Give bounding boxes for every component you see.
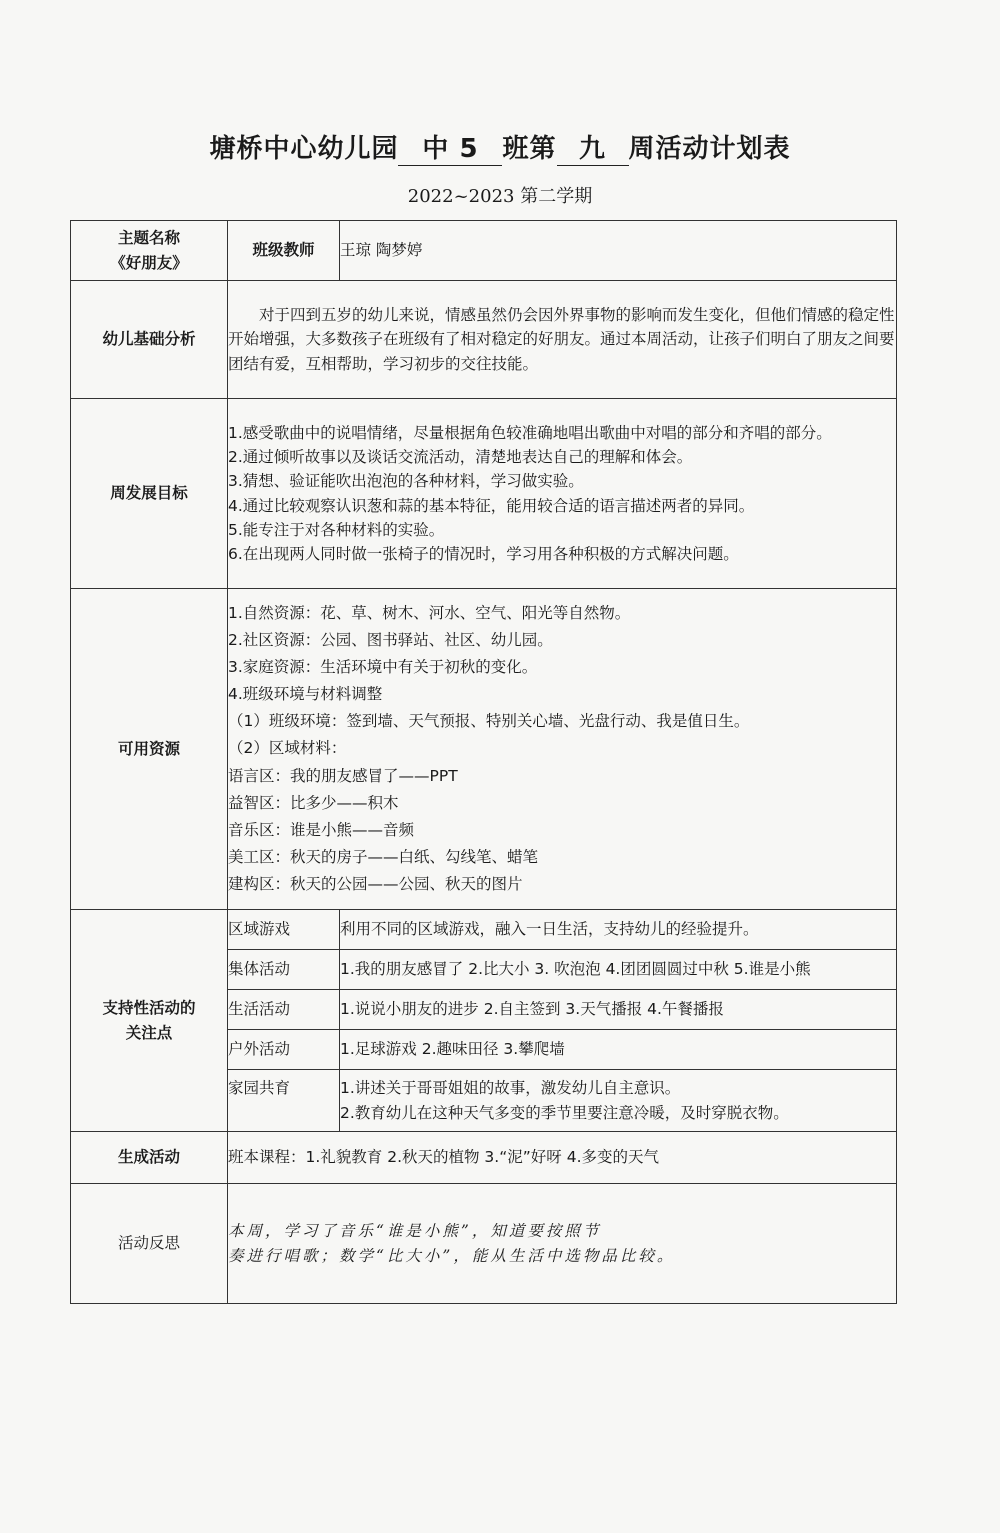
semester-subtitle: 2022~2023 第二学期 [407,186,593,207]
reflection-line: 奏进行唱歌；数学“比大小”，能从生活中选物品比较。 [228,1246,676,1265]
support-row-name: 户外活动 [228,1030,340,1070]
support-label-cell [71,910,228,1132]
resource-item: 3.家庭资源：生活环境中有关于初秋的变化。 [228,658,538,677]
goal-item: 3.猜想、验证能吹出泡泡的各种材料，学习做实验。 [228,472,584,491]
reflection-label: 活动反思 [71,1184,228,1304]
title-prefix: 塘桥中心幼儿园 [209,134,399,164]
goal-item: 1.感受歌曲中的说唱情绪，尽量根据角色较准确地唱出歌曲中对唱的部分和齐唱的部分。 [228,424,832,443]
resource-item: 音乐区：谁是小熊——音频 [228,820,415,839]
support-row-name: 集体活动 [228,950,340,990]
class-name-field: 中 5 [398,128,502,166]
support-row-name: 区域游戏 [228,910,340,950]
analysis-label: 幼儿基础分析 [71,281,228,399]
title-mid: 班第 [502,134,557,164]
analysis-row [71,281,897,399]
resource-item: （1）班级环境：签到墙、天气预报、特别关心墙、光盘行动、我是值日生。 [228,712,750,731]
resources-row [71,589,897,910]
resource-item: 语言区：我的朋友感冒了——PPT [228,766,458,785]
week-field: 九 [557,128,629,166]
analysis-text: 对于四到五岁的幼儿来说，情感虽然仍会因外界事物的影响而发生变化，但他们情感的稳定性开始增强，大多数孩子在班级有了相对稳定的好朋友。通过本周活动，让孩子们明白了朋友之间要团结有爱，互相帮助，学习初步的交往技能。 [228,281,897,399]
support-row-area-games [71,910,897,950]
resource-item: 建构区：秋天的公园——公园、秋天的图片 [228,875,523,894]
page-title [80,128,920,166]
resource-item: 美工区：秋天的房子——白纸、勾线笔、蜡笔 [228,847,539,866]
generated-label: 生成活动 [71,1132,228,1184]
theme-name: 《好朋友》 [110,253,188,272]
resource-item: 4.班级环境与材料调整 [228,685,383,704]
resource-item: （2）区域材料： [228,739,347,758]
resource-item: 2.社区资源：公园、图书驿站、社区、幼儿园。 [228,630,553,649]
goal-item: 2.通过倾听故事以及谈话交流活动，清楚地表达自己的理解和体会。 [228,448,693,467]
goal-item: 6.在出现两人同时做一张椅子的情况时，学习用各种积极的方式解决问题。 [228,544,739,563]
resources-list [228,589,897,910]
home-line: 2.教育幼儿在这种天气多变的季节里要注意冷暖，及时穿脱衣物。 [340,1103,789,1122]
support-row-content: 利用不同的区域游戏，融入一日生活，支持幼儿的经验提升。 [340,910,897,950]
reflection-handwriting [228,1184,897,1304]
support-label: 支持性活动的 [102,999,196,1018]
support-row-content: 1.说说小朋友的进步 2.自主签到 3.天气播报 4.午餐播报 [340,990,897,1030]
support-row-name: 生活活动 [228,990,340,1030]
goal-item: 4.通过比较观察认识葱和蒜的基本特征，能用较合适的语言描述两者的异同。 [228,496,755,515]
resources-label: 可用资源 [71,589,228,910]
title-suffix: 周活动计划表 [628,134,791,164]
support-row-content: 1.足球游戏 2.趣味田径 3.攀爬墙 [340,1030,897,1070]
support-row-content [340,1070,897,1132]
theme-label: 主题名称 [117,229,180,248]
theme-row [71,221,897,281]
goals-list [228,399,897,589]
home-line: 1.讲述关于哥哥姐姐的故事，激发幼儿自主意识。 [340,1079,681,1098]
support-label-sub: 关注点 [125,1023,173,1042]
goal-item: 5.能专注于对各种材料的实验。 [228,520,445,539]
goals-row [71,399,897,589]
teacher-names: 王琼 陶梦婷 [340,221,897,281]
theme-label-cell [71,221,228,281]
reflection-row [71,1184,897,1304]
resource-item: 益智区：比多少——积木 [228,793,399,812]
generated-content: 班本课程：1.礼貌教育 2.秋天的植物 3.“泥”好呀 4.多变的天气 [228,1132,897,1184]
resource-item: 1.自然资源：花、草、树木、河水、空气、阳光等自然物。 [228,603,631,622]
support-row-content: 1.我的朋友感冒了 2.比大小 3. 吹泡泡 4.团团圆圆过中秋 5.谁是小熊 [340,950,897,990]
goals-label: 周发展目标 [71,399,228,589]
reflection-line: 本周，学习了音乐“谁是小熊”，知道要按照节 [228,1222,602,1241]
plan-table [70,220,897,1304]
generated-row [71,1132,897,1184]
support-row-name: 家园共育 [228,1070,340,1132]
teacher-label: 班级教师 [228,221,340,281]
